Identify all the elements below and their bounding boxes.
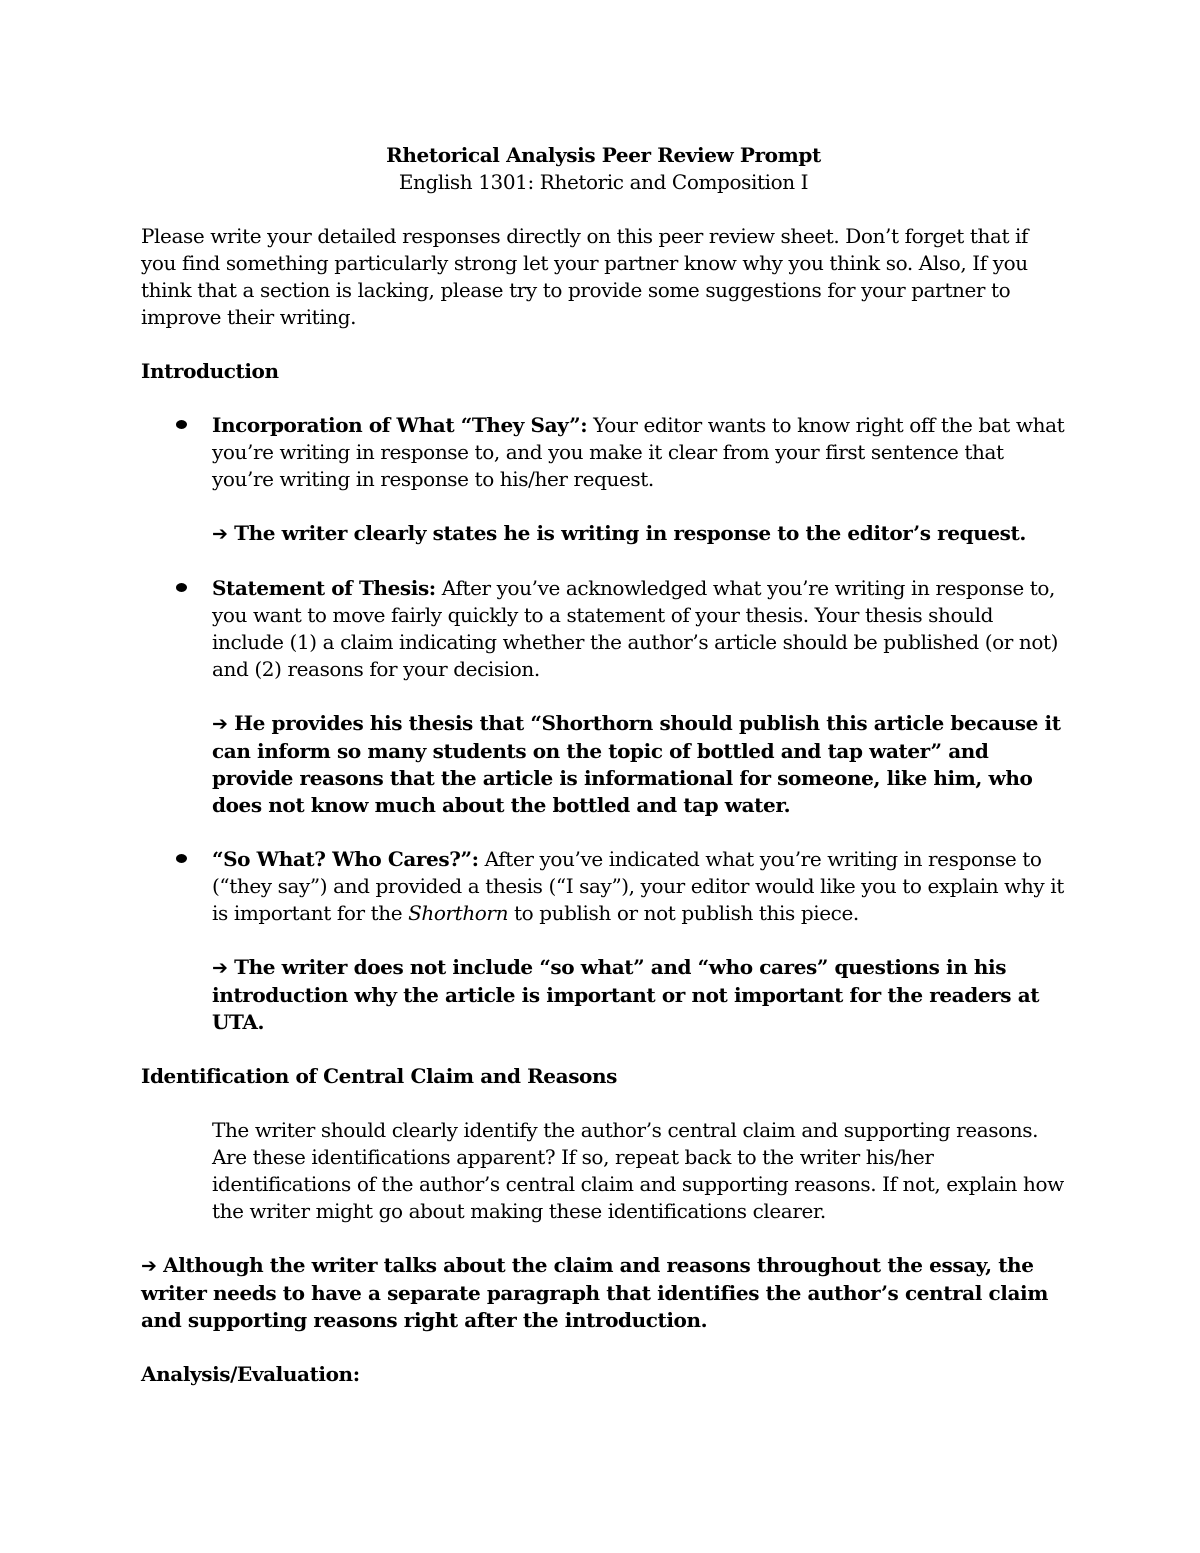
response-text: Although the writer talks about the claim and reasons throughout the essay, the writer needs to have a separate paragraph that identifies the author’s central claim and supporting reasons right after the introduction. (141, 1253, 1048, 1332)
reviewer-response (141, 1252, 1066, 1334)
criterion-label: Incorporation of What “They Say”: (212, 413, 588, 437)
list-item (141, 846, 1066, 1036)
central-claim-instructions: The writer should clearly identify the author’s central claim and supporting reasons. Are these identifications apparent? If so, repeat back to the writer his/her identifications of the author’s central claim and supporting reasons. If not, explain how the writer might go about making these identifications clearer. (212, 1118, 1064, 1223)
response-text: The writer does not include “so what” and “who cares” questions in his introduction why the article is important or not important for the readers at UTA. (212, 955, 1040, 1034)
response-text: He provides his thesis that “Shorthorn should publish this article because it can inform so many students on the topic of bottled and tap water” and provide reasons that the article is informational for someone, like him, who does not know much about the bottled and tap water. (212, 711, 1061, 817)
section-heading-analysis: Analysis/Evaluation: (141, 1362, 360, 1386)
criterion-text: After you’ve acknowledged what you’re writing in response to, you want to move fairly quickly to a statement of your thesis. Your thesis should include (1) a claim indicating whether the author’s article should be published (or not) and (2) reasons for your decision. (212, 576, 1059, 681)
bullet-icon (176, 854, 187, 863)
introduction-criteria-list (141, 412, 1066, 1036)
arrow-right-icon: ➔ (141, 1255, 157, 1277)
document-title: Rhetorical Analysis Peer Review Prompt (386, 143, 821, 167)
criterion-they-say (141, 412, 1066, 493)
criterion-text-end: to publish or not publish this piece. (508, 901, 859, 925)
arrow-right-icon: ➔ (212, 957, 228, 979)
reviewer-response (141, 710, 1066, 819)
arrow-right-icon: ➔ (212, 523, 228, 545)
document-body (141, 142, 1066, 1415)
list-item (141, 575, 1066, 819)
criterion-text: Your editor wants to know right off the bat what you’re writing in response to, and you make it clear from your first sentence that you’re writing in response to his/her request. (212, 413, 1065, 491)
bullet-icon (176, 420, 187, 429)
criterion-text: After you’ve indicated what you’re writing in response to (“they say”) and provided a thesis (“I say”), your editor would like you to explain why it is important for the (212, 847, 1064, 925)
section-heading-central-claim: Identification of Central Claim and Reasons (141, 1064, 617, 1088)
list-item (141, 412, 1066, 548)
arrow-right-icon: ➔ (212, 713, 228, 735)
bullet-icon (176, 583, 187, 592)
intro-paragraph: Please write your detailed responses directly on this peer review sheet. Don’t forget that if you find something particularly strong let your partner know why you think so. Also, If you think that a section is lacking, please try to provide some suggestions for your partner to improve their writing. (141, 224, 1029, 329)
criterion-label: Statement of Thesis: (212, 576, 436, 600)
criterion-so-what (141, 846, 1066, 927)
section-heading-introduction: Introduction (141, 359, 279, 383)
course-subtitle: English 1301: Rhetoric and Composition I (398, 170, 809, 194)
publication-name: Shorthorn (408, 901, 509, 925)
criterion-thesis (141, 575, 1066, 683)
reviewer-response (141, 954, 1066, 1036)
response-text: The writer clearly states he is writing in response to the editor’s request. (234, 521, 1026, 545)
criterion-label: “So What? Who Cares?”: (212, 847, 479, 871)
reviewer-response (141, 520, 1066, 548)
